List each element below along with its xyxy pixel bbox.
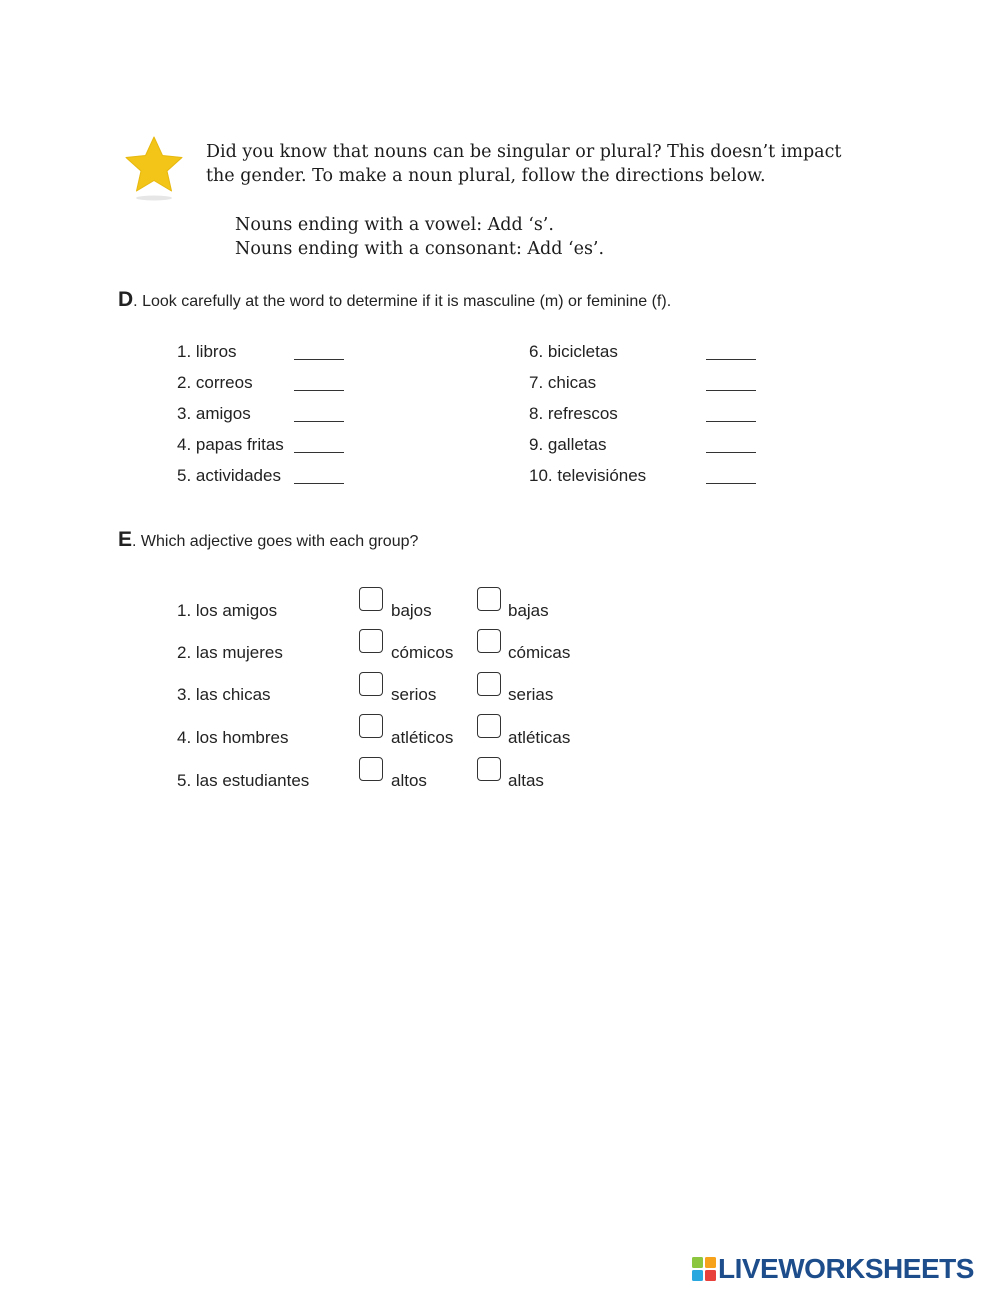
e-checkbox-4a[interactable] [359,714,383,738]
intro-line-1: Did you know that nouns can be singular or plural? This doesn’t impact [206,142,842,162]
d-item-1: 1. libros [177,342,237,361]
section-d-title [118,288,671,312]
e-noun-3: 3. las chicas [177,685,271,704]
section-e-title [118,528,418,552]
e-option-4a: atléticos [391,728,454,747]
e-noun-1: 1. los amigos [177,601,278,620]
liveworksheets-logo [692,1255,974,1283]
e-checkbox-2b[interactable] [477,629,501,653]
e-checkbox-1b[interactable] [477,587,501,611]
e-noun-4: 4. los hombres [177,728,289,747]
d-answer-blank-5[interactable] [294,483,344,484]
e-checkbox-5b[interactable] [477,757,501,781]
d-item-4: 4. papas fritas [177,435,284,454]
d-item-7: 7. chicas [529,373,597,392]
intro-line-2: the gender. To make a noun plural, follow the directions below. [206,166,766,186]
section-e-instruction: . Which adjective goes with each group? [132,533,419,550]
section-d-instruction: . Look carefully at the word to determine if it is masculine (m) or feminine (f). [133,293,672,310]
e-option-5b: altas [508,771,544,790]
rule-consonant: Nouns ending with a consonant: Add ‘es’. [235,239,605,259]
e-option-4b: atléticas [508,728,571,747]
section-d-letter: D [118,288,134,311]
e-noun-5: 5. las estudiantes [177,771,310,790]
e-noun-2: 2. las mujeres [177,643,283,662]
d-item-8: 8. refrescos [529,404,618,423]
d-answer-blank-8[interactable] [706,421,756,422]
d-answer-blank-10[interactable] [706,483,756,484]
d-answer-blank-3[interactable] [294,421,344,422]
d-answer-blank-9[interactable] [706,452,756,453]
e-option-2b: cómicas [508,643,571,662]
e-option-3b: serias [508,685,554,704]
plural-rules [235,213,604,261]
d-item-5: 5. actividades [177,466,281,485]
rule-vowel: Nouns ending with a vowel: Add ‘s’. [235,215,554,235]
e-option-5a: altos [391,771,427,790]
intro-text [206,140,906,188]
e-option-1b: bajas [508,601,549,620]
e-checkbox-4b[interactable] [477,714,501,738]
d-item-6: 6. bicicletas [529,342,618,361]
d-answer-blank-7[interactable] [706,390,756,391]
e-checkbox-3a[interactable] [359,672,383,696]
e-checkbox-5a[interactable] [359,757,383,781]
d-item-3: 3. amigos [177,404,251,423]
liveworksheets-logo-text: LIVEWORKSHEETS [718,1253,974,1284]
e-option-2a: cómicos [391,643,454,662]
d-answer-blank-4[interactable] [294,452,344,453]
d-answer-blank-1[interactable] [294,359,344,360]
e-checkbox-2a[interactable] [359,629,383,653]
e-checkbox-3b[interactable] [477,672,501,696]
section-e-letter: E [118,528,133,551]
e-option-3a: serios [391,685,437,704]
e-checkbox-1a[interactable] [359,587,383,611]
e-option-1a: bajos [391,601,432,620]
d-answer-blank-6[interactable] [706,359,756,360]
d-item-9: 9. galletas [529,435,607,454]
star-icon [122,134,186,204]
liveworksheets-logo-icon [692,1257,716,1281]
d-answer-blank-2[interactable] [294,390,344,391]
d-item-10: 10. televisiónes [529,466,647,485]
d-item-2: 2. correos [177,373,253,392]
